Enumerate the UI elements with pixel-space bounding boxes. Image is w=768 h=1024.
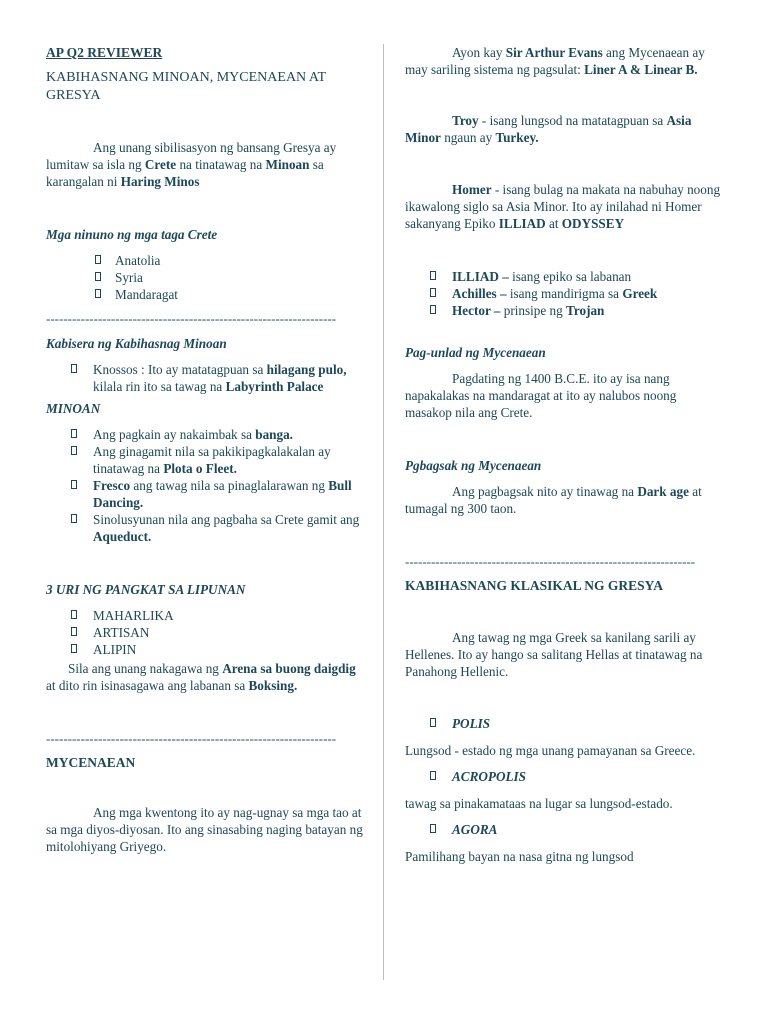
evans-text-c: ang Mycenaean ay may sariling sistema ng pagsulat: (405, 45, 705, 77)
acropolis-definition: tawag sa pinakamataas na lugar sa lungsod-estado. (405, 796, 673, 811)
bullet-box-icon (71, 514, 77, 523)
minoan-item-bold: banga. (255, 427, 293, 442)
list-item (405, 268, 723, 285)
list-item (46, 443, 364, 477)
acropolis-label: ACROPOLIS (452, 769, 527, 784)
uri-heading: 3 URI NG PANGKAT SA LIPUNAN (46, 582, 246, 597)
bullet-box-icon (71, 627, 77, 636)
knossos-text-c: kilala rin ito sa tawag na (93, 379, 226, 394)
list-item (46, 426, 364, 443)
intro-paragraph (46, 139, 364, 190)
list-item (46, 252, 364, 269)
minoan-item-bold: Plota o Fleet. (163, 461, 237, 476)
bullet-box-icon (430, 771, 436, 780)
intro-text-d: sa karangalan ni (46, 157, 324, 189)
left-column (46, 44, 364, 855)
bullet-box-icon (71, 429, 77, 438)
epic-item-text: prinsipe ng (500, 303, 567, 318)
ninuno-item-text: Syria (115, 270, 143, 285)
list-item (46, 607, 364, 624)
knossos-text-a: Knossos : Ito ay matatagpuan sa (93, 362, 267, 377)
ninuno-item-text: Mandaragat (115, 287, 178, 302)
ninuno-list (46, 252, 364, 303)
polis-term (405, 715, 723, 732)
kabisera-list (46, 361, 364, 395)
list-item (405, 302, 723, 319)
arena-bold-b: Boksing. (248, 678, 298, 693)
minoan-heading: MINOAN (46, 401, 101, 416)
document-subtitle: KABIHASNANG MINOAN, MYCENAEAN AT GRESYA (46, 70, 326, 103)
polis-label: POLIS (452, 716, 491, 731)
minoan-item-bold: Aqueduct. (93, 529, 152, 544)
list-item (405, 285, 723, 302)
bullet-box-icon (71, 480, 77, 489)
list-item (46, 511, 364, 545)
bullet-box-icon (430, 824, 436, 833)
arena-paragraph (46, 660, 364, 694)
knossos-bold-b: Labyrinth Palace (225, 379, 324, 394)
minoan-item-bold: Fresco (93, 478, 131, 493)
pagunlad-paragraph: Pagdating ng 1400 B.C.E. ito ay isa nang napakalakas na mandaragat at ito ay nalubos noong masakop nila ang Crete. (405, 371, 677, 420)
arena-bold-a: Arena sa buong daigdig (222, 661, 356, 676)
intro-bold-haring-minos: Haring Minos (120, 174, 200, 189)
minoan-item-bold: Bull Dancing. (93, 478, 352, 510)
evans-text-a: Ayon kay (452, 45, 506, 60)
bullet-box-icon (71, 610, 77, 619)
klasikal-heading: KABIHASNANG KLASIKAL NG GRESYA (405, 578, 663, 593)
epic-item-bold: Hector – (452, 303, 501, 318)
troy-bold-asia-minor: Asia Minor (405, 113, 692, 145)
arena-text-a: Sila ang unang nakagawa ng (68, 661, 223, 676)
homer-text-c: at (545, 216, 562, 231)
hellenes-paragraph: Ang tawag ng mga Greek sa kanilang sarili ay Hellenes. Ito ay hango sa salitang Hellas at tinatawag na Panahong Hellenic. (405, 630, 703, 679)
intro-bold-minoan: Minoan (265, 157, 310, 172)
list-item (46, 269, 364, 286)
bullet-box-icon (430, 271, 436, 280)
troy-text-a: - isang lungsod na matatagpuan sa (478, 113, 667, 128)
epic-item-bold: Trojan (566, 303, 605, 318)
epic-item-text: isang epiko sa labanan (508, 269, 632, 284)
list-item (46, 477, 364, 511)
section-rule: ------------------------------------------------------------------- (46, 311, 337, 326)
minoan-item-text: Ang ginagamit nila sa pakikipagkalakalan ay tinatawag na (93, 444, 331, 476)
bullet-box-icon (430, 288, 436, 297)
troy-bold-turkey: Turkey. (495, 130, 539, 145)
troy-paragraph (405, 112, 723, 146)
epic-item-bold: ILLIAD – (452, 269, 509, 284)
evans-paragraph (405, 44, 723, 78)
epic-item-text: isang mandirigma sa (506, 286, 623, 301)
homer-bold-illiad: ILLIAD (498, 216, 546, 231)
homer-paragraph (405, 181, 723, 232)
bullet-box-icon (71, 364, 77, 373)
pagbagsak-paragraph (405, 483, 723, 517)
section-rule: ------------------------------------------------------------------- (46, 731, 337, 746)
bullet-box-icon (71, 644, 77, 653)
kabisera-heading: Kabisera ng Kabihasnag Minoan (46, 336, 227, 351)
bullet-box-icon (95, 255, 101, 264)
evans-bold-b: Liner A & Linear B. (584, 62, 698, 77)
minoan-list (46, 426, 364, 545)
arena-text-c: at dito rin isinasagawa ang labanan sa (46, 678, 249, 693)
troy-bold: Troy (452, 113, 479, 128)
polis-definition: Lungsod - estado ng mga unang pamayanan sa Greece. (405, 743, 696, 758)
homer-bold: Homer (452, 182, 492, 197)
list-item (46, 361, 364, 395)
bullet-box-icon (95, 289, 101, 298)
document-title: AP Q2 REVIEWER (46, 45, 163, 60)
uri-item-text: MAHARLIKA (93, 608, 174, 623)
agora-label: AGORA (452, 822, 498, 837)
intro-text-c: na tinatawag na (176, 157, 266, 172)
acropolis-term (405, 768, 723, 785)
agora-definition: Pamilihang bayan na nasa gitna ng lungsod (405, 849, 634, 864)
mycenaean-paragraph: Ang mga kwentong ito ay nag-ugnay sa mga tao at sa mga diyos-diyosan. Ito ang sinasabing naging batayan ng mitolohiyang Griyego. (46, 805, 363, 854)
bullet-box-icon (95, 272, 101, 281)
knossos-bold-a: hilagang pulo, (266, 362, 347, 377)
right-column (405, 44, 723, 865)
list-item (46, 624, 364, 641)
epic-item-bold: Greek (622, 286, 658, 301)
bullet-box-icon (430, 305, 436, 314)
list-item (46, 286, 364, 303)
homer-bold-odyssey: ODYSSEY (561, 216, 625, 231)
minoan-item-text: Sinolusyunan nila ang pagbaha sa Crete gamit ang (93, 512, 360, 527)
section-rule: ------------------------------------------------------------------- (405, 554, 696, 569)
uri-item-text: ALIPIN (93, 642, 137, 657)
ninuno-heading: Mga ninuno ng mga taga Crete (46, 227, 218, 242)
pagbagsak-text-c: at tumagal ng 300 taon. (405, 484, 702, 516)
pagbagsak-heading: Pgbagsak ng Mycenaean (405, 458, 542, 473)
list-item (46, 641, 364, 658)
uri-list (46, 607, 364, 658)
epic-list (405, 268, 723, 319)
minoan-item-text: Ang pagkain ay nakaimbak sa (93, 427, 256, 442)
bullet-box-icon (71, 446, 77, 455)
pagunlad-heading: Pag-unlad ng Mycenaean (405, 345, 546, 360)
intro-text-a: Ang unang sibilisasyon ng bansang Gresya ay lumitaw sa isla ng (46, 140, 337, 172)
column-divider (383, 44, 384, 980)
uri-item-text: ARTISAN (93, 625, 150, 640)
troy-text-c: ngaun ay (440, 130, 496, 145)
pagbagsak-bold: Dark age (637, 484, 689, 499)
minoan-item-text: ang tawag nila sa pinaglalarawan ng (130, 478, 329, 493)
ninuno-item-text: Anatolia (115, 253, 161, 268)
homer-text-a: - isang bulag na makata na nabuhay noong ikawalong siglo sa Asia Minor. Ito ay inilahad ni Homer sakanyang Epiko (405, 182, 721, 231)
bullet-box-icon (430, 718, 436, 727)
evans-bold-a: Sir Arthur Evans (505, 45, 603, 60)
agora-term (405, 821, 723, 838)
mycenaean-heading: MYCENAEAN (46, 755, 136, 770)
epic-item-bold: Achilles – (452, 286, 507, 301)
pagbagsak-text-a: Ang pagbagsak nito ay tinawag na (452, 484, 638, 499)
intro-bold-crete: Crete (144, 157, 177, 172)
